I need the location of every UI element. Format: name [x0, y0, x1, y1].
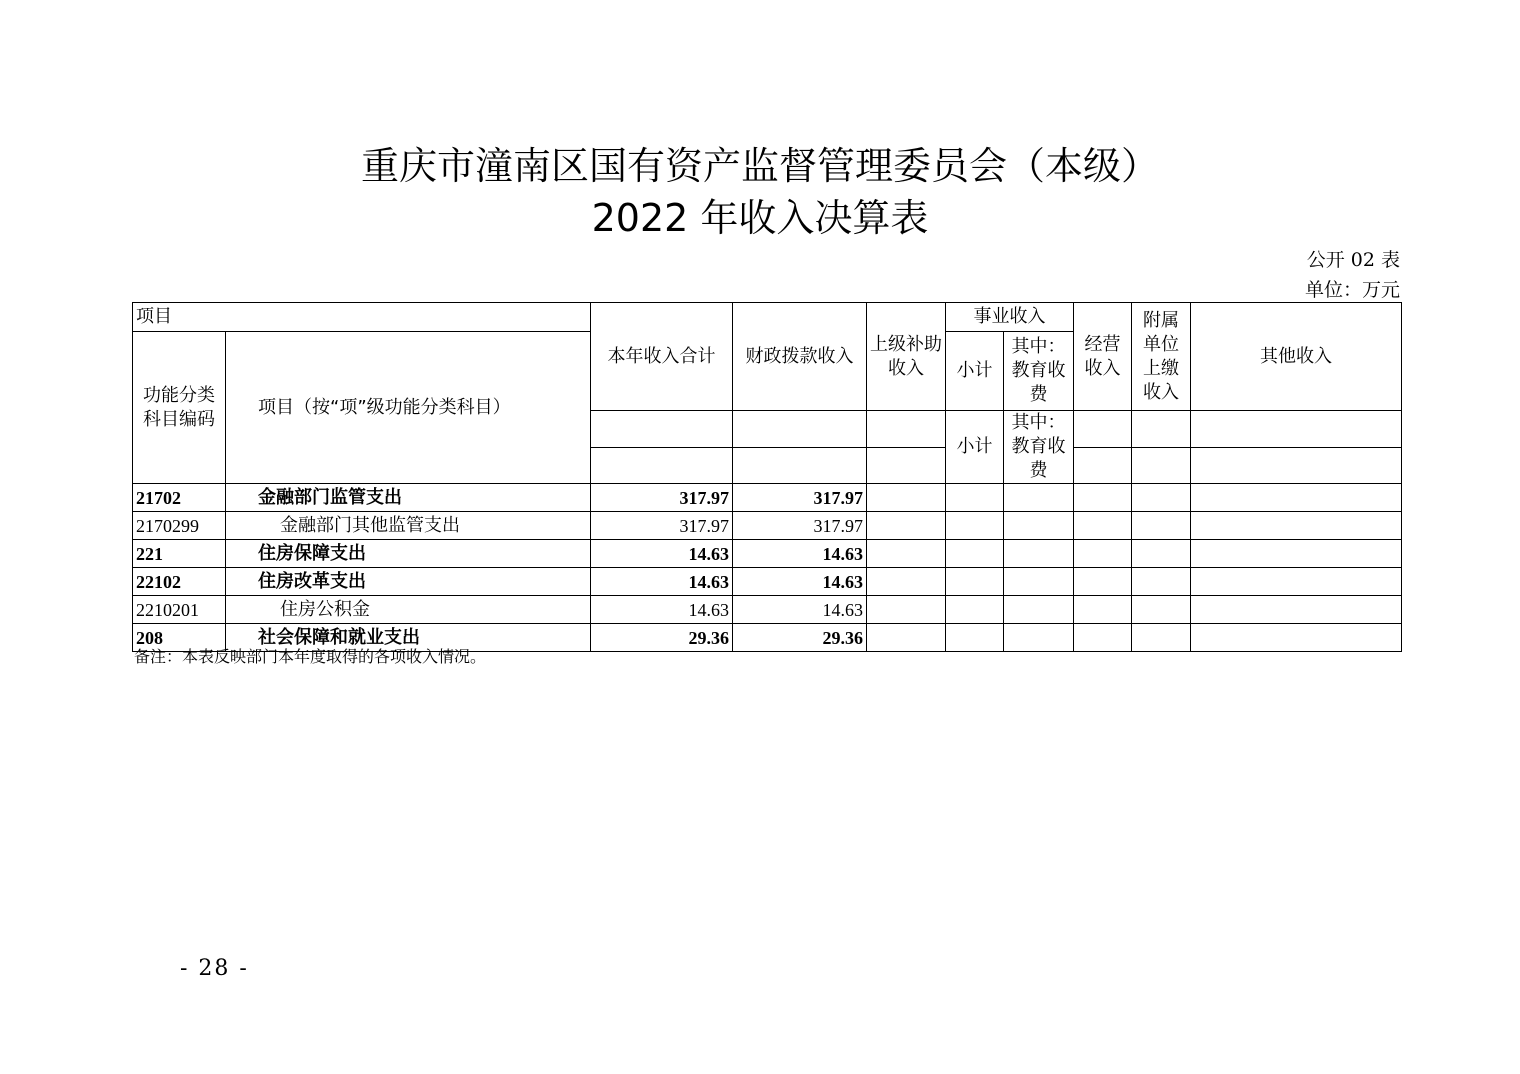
- blank-cell: [1191, 411, 1402, 448]
- header-superior: 上级补助收入: [867, 303, 946, 411]
- blank-cell: [1074, 448, 1132, 484]
- row-fiscal: 14.63: [733, 596, 867, 624]
- row-total: 29.36: [591, 624, 733, 652]
- header-operating: 经营收入: [1074, 303, 1132, 411]
- header-subtotal: 小计: [946, 332, 1004, 411]
- blank-cell: [1132, 411, 1191, 448]
- header-total: 本年收入合计: [591, 303, 733, 411]
- row-total: 14.63: [591, 596, 733, 624]
- income-table: [132, 302, 1402, 652]
- row-name: 住房公积金: [226, 596, 591, 624]
- table-row: [133, 540, 1402, 568]
- blank-cell: [867, 411, 946, 448]
- page-title: 重庆市潼南区国有资产监督管理委员会（本级）: [360, 144, 1159, 188]
- header-affiliated: 附属单位上缴收入: [1132, 303, 1191, 411]
- row-name: 住房改革支出: [226, 568, 591, 596]
- header-business: 事业收入: [946, 303, 1074, 332]
- blank-cell: [733, 411, 867, 448]
- row-fiscal: 14.63: [733, 540, 867, 568]
- blank-cell: [591, 411, 733, 448]
- row-fiscal: 317.97: [733, 512, 867, 540]
- blank-cell: [1191, 448, 1402, 484]
- row-total: 14.63: [591, 568, 733, 596]
- unit-label: 单位：万元: [1304, 279, 1400, 301]
- row-total: 317.97: [591, 484, 733, 512]
- row-code: 208: [133, 624, 226, 652]
- blank-cell: [1074, 411, 1132, 448]
- blank-cell: [733, 448, 867, 484]
- row-fiscal: 317.97: [733, 484, 867, 512]
- row-code: 221: [133, 540, 226, 568]
- page-number: - 28 -: [180, 956, 249, 981]
- row-name: 金融部门监管支出: [226, 484, 591, 512]
- row-code: 2210201: [133, 596, 226, 624]
- blank-cell: [867, 448, 946, 484]
- blank-cell: [1132, 448, 1191, 484]
- header-other: 其他收入: [1191, 303, 1402, 411]
- table-row: [133, 484, 1402, 512]
- row-name: 金融部门其他监管支出: [226, 512, 591, 540]
- header-edu-2: 其中：教育收费: [1004, 411, 1074, 484]
- row-fiscal: 29.36: [733, 624, 867, 652]
- row-total: 317.97: [591, 512, 733, 540]
- row-fiscal: 14.63: [733, 568, 867, 596]
- header-fiscal: 财政拨款收入: [733, 303, 867, 411]
- row-code: 21702: [133, 484, 226, 512]
- table-row: [133, 596, 1402, 624]
- row-code: 22102: [133, 568, 226, 596]
- row-name: 社会保障和就业支出: [226, 624, 591, 652]
- blank-cell: [591, 448, 733, 484]
- form-number: 公开 02 表: [1306, 249, 1400, 271]
- table-row: [133, 512, 1402, 540]
- row-code: 2170299: [133, 512, 226, 540]
- table-row: [133, 568, 1402, 596]
- table-note: 备注：本表反映部门本年度取得的各项收入情况。: [134, 647, 487, 666]
- header-name: 项目（按“项”级功能分类科目）: [226, 332, 591, 484]
- row-name: 住房保障支出: [226, 540, 591, 568]
- header-subtotal-2: 小计: [946, 411, 1004, 484]
- row-total: 14.63: [591, 540, 733, 568]
- header-edu: 其中：教育收费: [1004, 332, 1074, 411]
- page-subtitle: 2022 年收入决算表: [591, 196, 929, 240]
- header-code: 功能分类科目编码: [133, 332, 226, 484]
- header-project: 项目: [133, 303, 591, 332]
